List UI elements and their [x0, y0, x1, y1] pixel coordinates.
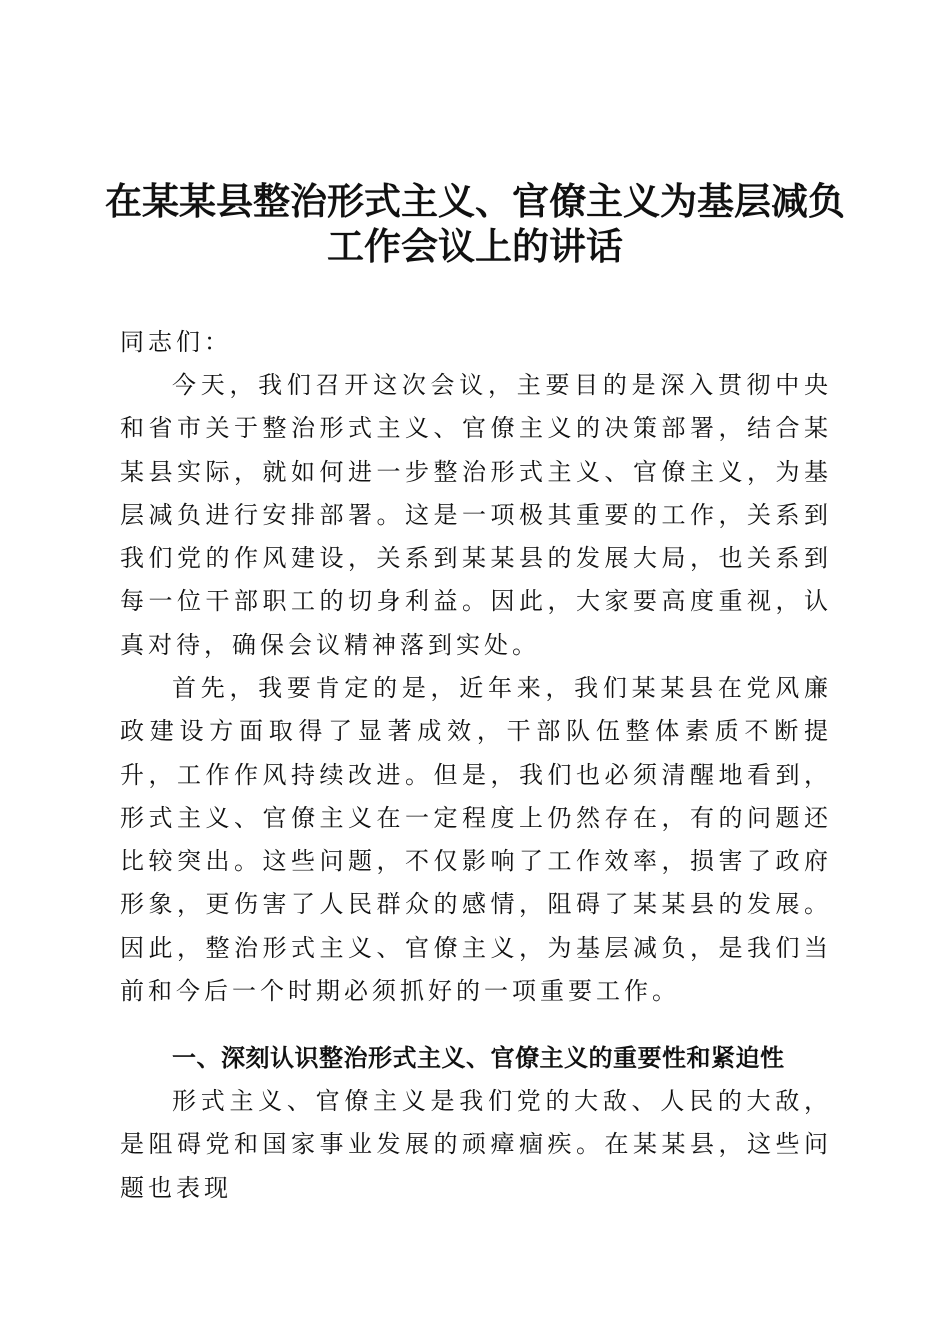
section-paragraph-1: 形式主义、官僚主义是我们党的大敌、人民的大敌，是阻碍党和国家事业发展的顽瘴痼疾。在某某县，这些问题也表现 — [120, 1087, 832, 1202]
salutation: 同志们： — [120, 328, 232, 356]
section-heading-1: 一、深刻认识整治形式主义、官僚主义的重要性和紧迫性 — [172, 1044, 785, 1072]
document-title-line-2: 工作会议上的讲话 — [327, 224, 623, 268]
paragraph-opening: 今天，我们召开这次会议，主要目的是深入贯彻中央和省市关于整治形式主义、官僚主义的决策部署，结合某某县实际，就如何进一步整治形式主义、官僚主义，为基层减负进行安排部署。这是一项极其重要的工作，关系到我们党的作风建设，关系到某某县的发展大局，也关系到每一位干部职工的切身利益。因此，大家要高度重视，认真对待，确保会议精神落到实处。 — [120, 371, 832, 659]
paragraph-assessment: 首先，我要肯定的是，近年来，我们某某县在党风廉政建设方面取得了显著成效，干部队伍整体素质不断提升，工作作风持续改进。但是，我们也必须清醒地看到，形式主义、官僚主义在一定程度上仍然存在，有的问题还比较突出。这些问题，不仅影响了工作效率，损害了政府形象，更伤害了人民群众的感情，阻碍了某某县的发展。因此，整治形式主义、官僚主义，为基层减负，是我们当前和今后一个时期必须抓好的一项重要工作。 — [120, 674, 832, 1006]
document-title-line-1: 在某某县整治形式主义、官僚主义为基层减负 — [105, 179, 845, 223]
